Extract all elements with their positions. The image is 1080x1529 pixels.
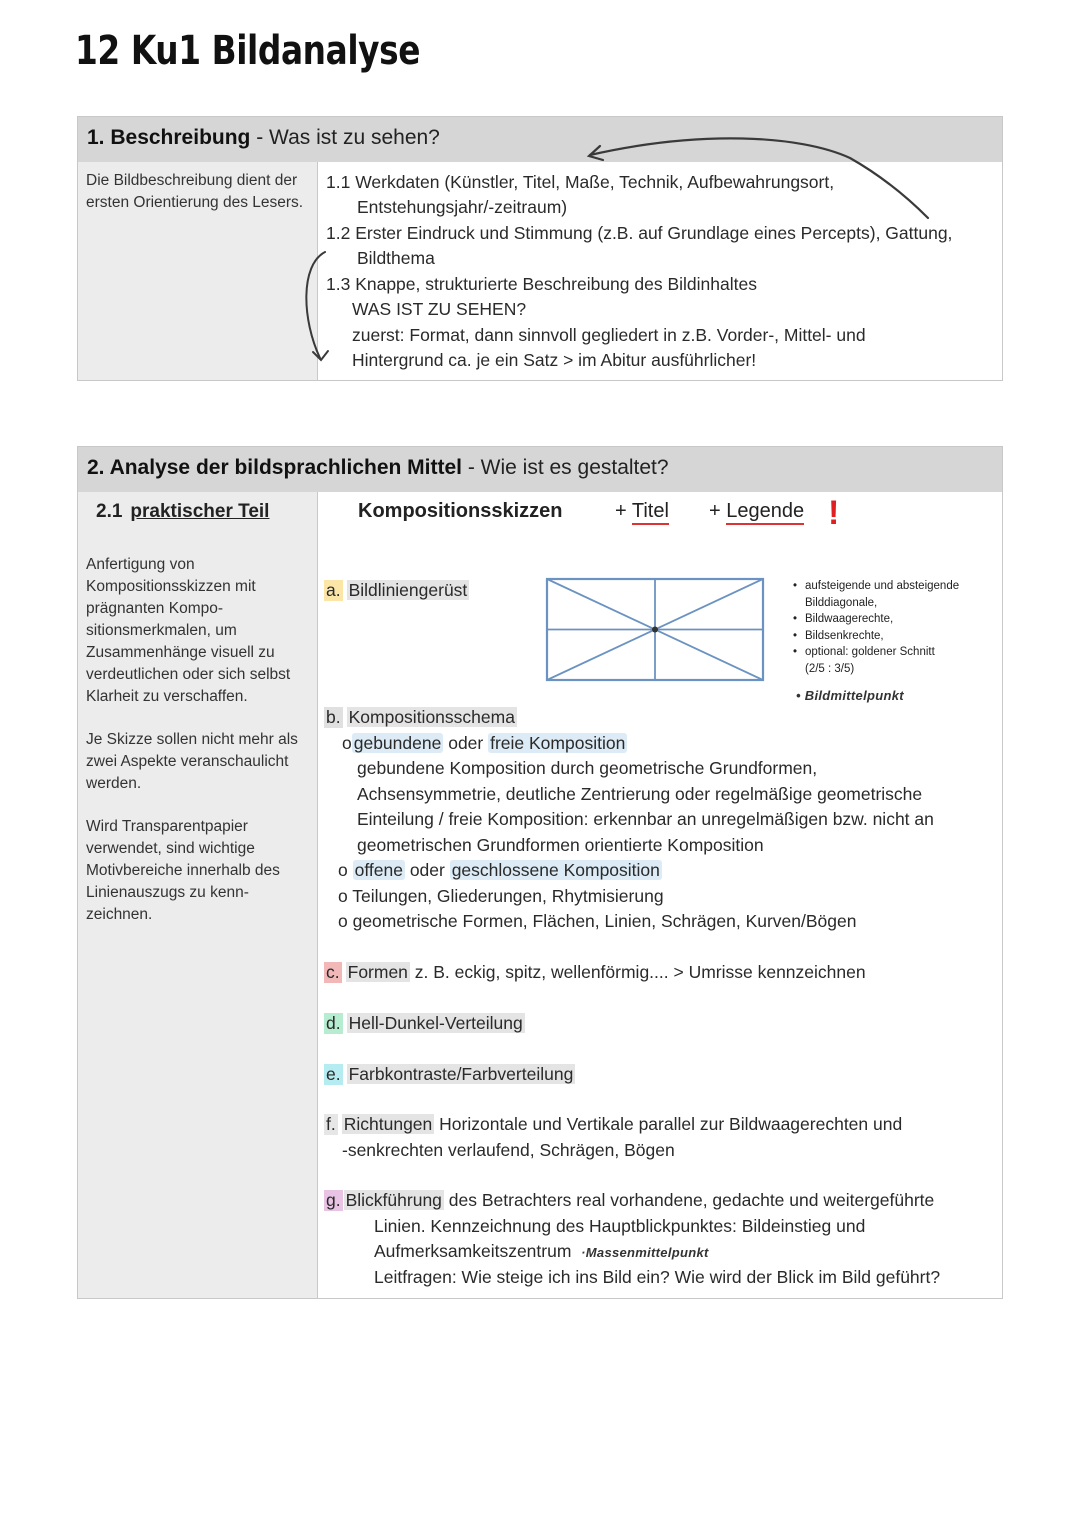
b-option-3: o Teilungen, Gliederungen, Rhytmisierung [338,886,664,906]
subsection-heading [96,501,269,523]
bullet-item: • aufsteigende und absteigende [793,578,959,595]
offene-label: offene [354,860,403,880]
text-line: WAS IST ZU SEHEN? [352,299,527,319]
text-line: Einteilung / freie Komposition: erkennbar an unregelmäßigen bzw. nicht an [357,809,934,829]
plus-titel: + Titel [615,500,669,523]
item-c: c. Formen z. B. eckig, spitz, wellenförmig.... > Umrisse kennzeichnen [326,962,866,982]
massenmittelpunkt-note: ·Massenmittelpunkt [581,1245,709,1260]
text-line: -senkrechten verlaufend, Schrägen, Bögen [342,1140,675,1160]
item-e-label: Farbkontraste/Farbverteilung [348,1064,574,1084]
text-line: 1.1 Werkdaten (Künstler, Titel, Maße, Technik, Aufbewahrungsort, [326,172,835,192]
item-g: g. Blickführung des Betrachters real vorhandene, gedachte und weitergeführte [326,1190,935,1210]
item-e [324,1064,575,1085]
plus-legende: + Legende [709,500,804,523]
marker-a: a. [326,580,341,600]
text-line: 1.2 Erster Eindruck und Stimmung (z.B. auf Grundlage eines Percepts), Gattung, [326,223,953,243]
section-analyse [77,446,1003,1299]
right-column [318,492,1002,1298]
item-b [324,707,517,728]
text-line: Leitfragen: Wie steige ich ins Bild ein? Wie wird der Blick im Bild geführt? [374,1267,941,1287]
a-bullet-list [793,578,959,677]
section-beschreibung [77,116,1003,381]
komp-title: Kompositionsskizzen [358,500,563,522]
item-d [324,1013,525,1034]
text-line: zuerst: Format, dann sinnvoll gegliedert in z.B. Vorder-, Mittel- und [352,325,866,345]
page-title: 12 Ku1 Bildanalyse [75,28,421,74]
bullet-item: • Bildwaagerechte, [793,611,959,628]
text-line: Hintergrund ca. je ein Satz > im Abitur ausführlicher! [352,350,757,370]
bullet-item-cont: (2/5 : 3/5) [805,662,855,675]
item-f: f. Richtungen Horizontale und Vertikale parallel zur Bildwaagerechten und [326,1114,903,1134]
marker-b: b. [326,707,341,727]
text-line: 1.3 Knappe, strukturierte Beschreibung des Bildinhaltes [326,274,757,294]
marker-d: d. [326,1013,341,1033]
left-column [78,162,318,380]
subsection-title: praktischer Teil [130,501,270,522]
freie-komposition-label: freie Komposition [490,733,626,753]
text-line: Bildthema [357,248,435,268]
marker-f: f. [326,1114,336,1134]
item-c-label: Formen [347,962,408,982]
item-b-label: Kompositionsschema [348,707,515,727]
marker-c: c. [326,962,340,982]
text-line: gebundene Komposition durch geometrische Grundformen, [357,758,818,778]
section-heading-bold: 2. Analyse der bildsprachlichen Mittel [87,456,462,479]
item-g-label: Blickführung [345,1190,442,1210]
left-paragraph: Anfertigung von Kompositionsskizzen mit prägnanten Kompo-sitionsmerkmalen, um Zusammenhänge visuell zu verdeutlichen oder sich selbst Klarheit zu verschaffen. [86,556,291,705]
text-line: Achsensymmetrie, deutliche Zentrierung oder regelmäßige geometrische [357,784,923,804]
section-heading [78,117,1002,162]
subsection-number: 2.1 [96,501,123,522]
text-line: geometrischen Grundformen orientierte Komposition [357,835,764,855]
text-line: Entstehungsjahr/-zeitraum) [357,197,568,217]
gebundene-label: gebundene [353,733,442,753]
bullet-item-cont: Bilddiagonale, [805,596,878,609]
left-paragraph: Wird Transparentpapier verwendet, sind wichtige Motivbereiche innerhalb des Linienauszugs zu kenn-zeichnen. [86,818,280,923]
geschlossene-label: geschlossene Komposition [451,860,660,880]
bildmittelpunkt-note: • Bildmittelpunkt [796,688,904,703]
left-description: Die Bildbeschreibung dient der ersten Orientierung des Lesers. [86,172,304,211]
section-heading-bold: 1. Beschreibung [87,126,251,149]
item-f-label: Richtungen [343,1114,433,1134]
left-paragraph: Je Skizze sollen nicht mehr als zwei Aspekte veranschaulicht werden. [86,731,298,792]
item-a-label: Bildliniengerüst [348,580,468,600]
text-line: Aufmerksamkeitszentrum ·Massenmittelpunkt [374,1241,709,1261]
item-a [324,580,469,601]
legende-label: Legende [726,500,804,525]
marker-e: e. [326,1064,341,1084]
text-line: Linien. Kennzeichnung des Hauptblickpunktes: Bildeinstieg und [374,1216,866,1236]
left-column [78,492,318,1298]
b-option-4: o geometrische Formen, Flächen, Linien, Schrägen, Kurven/Bögen [338,911,857,931]
bullet-item: • optional: goldener Schnitt [793,644,959,661]
marker-g: g. [326,1190,341,1210]
bullet-item: • Bildsenkrechte, [793,628,959,645]
right-column [318,162,1002,380]
titel-label: Titel [632,500,669,525]
b-option-2: o offene oder geschlossene Komposition [338,860,660,880]
section-heading-rest: - Wie ist es gestaltet? [462,456,669,479]
section-heading-rest: - Was ist zu sehen? [250,126,440,149]
item-d-label: Hell-Dunkel-Verteilung [348,1013,523,1033]
bildliniengeruest-sketch [544,576,794,688]
exclamation-icon: ! [828,494,840,532]
section-heading [78,447,1002,492]
b-option-1: o gebundene oder freie Komposition [342,733,626,753]
